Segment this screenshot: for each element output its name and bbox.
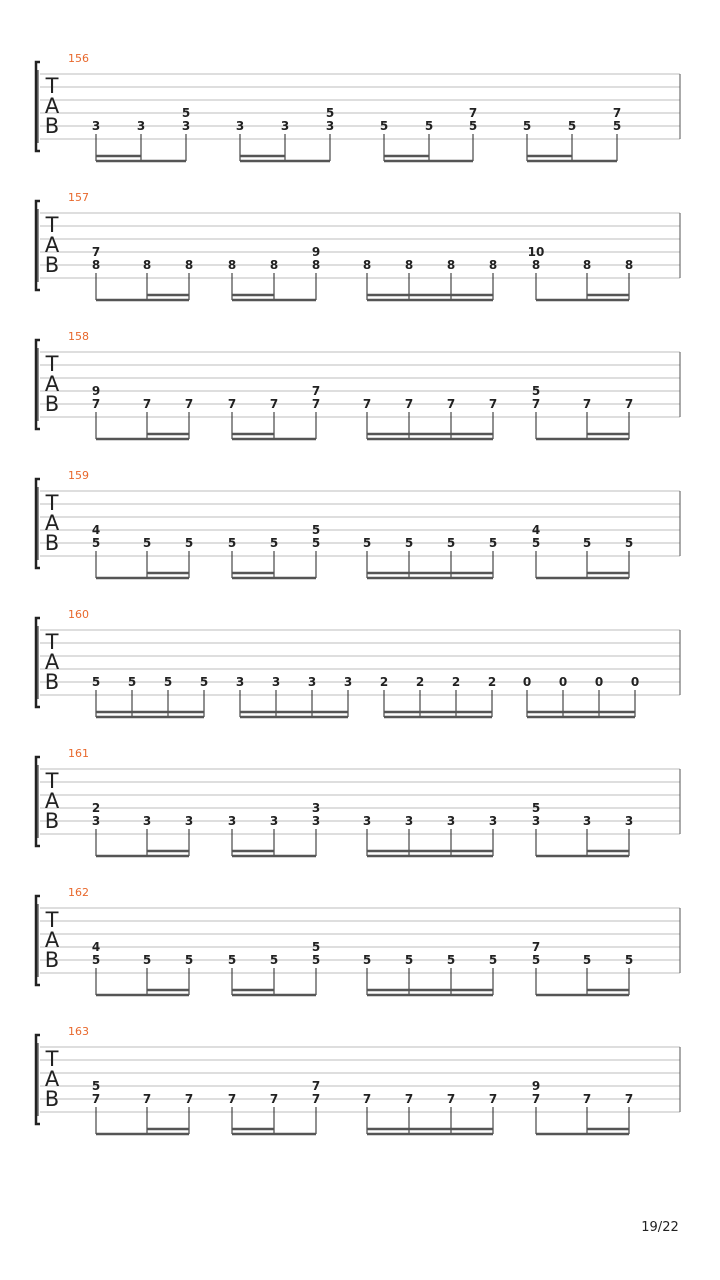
fret-number: 5: [446, 953, 456, 967]
fret-number: 7: [404, 1092, 414, 1106]
fret-number: 0: [558, 675, 568, 689]
fret-number: 8: [142, 258, 152, 272]
fret-number: 5: [531, 384, 541, 398]
fret-number: 5: [325, 106, 335, 120]
fret-number: 2: [415, 675, 425, 689]
fret-number: 7: [227, 1092, 237, 1106]
fret-number: 5: [311, 536, 321, 550]
fret-number: 7: [531, 397, 541, 411]
fret-number: 7: [624, 397, 634, 411]
fret-number: 5: [184, 953, 194, 967]
fret-number: 10: [527, 245, 545, 259]
fret-number: 7: [142, 1092, 152, 1106]
fret-number: 5: [612, 119, 622, 133]
measure-number: 157: [68, 191, 89, 204]
fret-number: 5: [227, 536, 237, 550]
fret-number: 5: [311, 940, 321, 954]
fret-number: 3: [488, 814, 498, 828]
measure-number: 161: [68, 747, 89, 760]
fret-number: 3: [624, 814, 634, 828]
fret-number: 7: [311, 1092, 321, 1106]
fret-number: 7: [404, 397, 414, 411]
fret-number: 5: [488, 536, 498, 550]
tab-clef-letter: T: [45, 908, 59, 932]
staff-system: [36, 52, 680, 161]
fret-number: 8: [311, 258, 321, 272]
fret-number: 5: [624, 536, 634, 550]
fret-number: 2: [91, 801, 101, 815]
fret-number: 3: [325, 119, 335, 133]
fret-number: 9: [531, 1079, 541, 1093]
fret-number: 3: [235, 675, 245, 689]
tab-clef-letter: A: [44, 928, 60, 952]
fret-number: 5: [269, 953, 279, 967]
staff-system: [36, 330, 680, 439]
fret-number: 3: [142, 814, 152, 828]
fret-number: 3: [362, 814, 372, 828]
tab-clef-letter: B: [44, 392, 60, 416]
fret-number: 5: [91, 1079, 101, 1093]
fret-number: 5: [531, 953, 541, 967]
fret-number: 5: [127, 675, 137, 689]
tab-clef-letter: A: [44, 650, 60, 674]
fret-number: 7: [612, 106, 622, 120]
tab-clef-letter: A: [44, 789, 60, 813]
fret-number: 7: [91, 1092, 101, 1106]
fret-number: 3: [280, 119, 290, 133]
fret-number: 5: [362, 536, 372, 550]
tab-clef-letter: B: [44, 948, 60, 972]
fret-number: 7: [91, 397, 101, 411]
fret-number: 0: [594, 675, 604, 689]
page-number: 19/22: [641, 1220, 679, 1235]
fret-number: 5: [624, 953, 634, 967]
fret-number: 7: [582, 397, 592, 411]
tab-clef-letter: T: [45, 491, 59, 515]
fret-number: 5: [362, 953, 372, 967]
fret-number: 5: [446, 536, 456, 550]
tab-clef-letter: T: [45, 630, 59, 654]
fret-number: 7: [582, 1092, 592, 1106]
fret-number: 5: [468, 119, 478, 133]
fret-number: 0: [522, 675, 532, 689]
fret-number: 4: [91, 523, 101, 537]
tab-clef-letter: B: [44, 531, 60, 555]
fret-number: 5: [522, 119, 532, 133]
fret-number: 5: [91, 675, 101, 689]
fret-number: 5: [142, 536, 152, 550]
fret-number: 3: [343, 675, 353, 689]
fret-number: 3: [235, 119, 245, 133]
fret-number: 8: [624, 258, 634, 272]
measure-number: 159: [68, 469, 89, 482]
fret-number: 3: [446, 814, 456, 828]
fret-number: 7: [446, 397, 456, 411]
fret-number: 5: [404, 953, 414, 967]
fret-number: 7: [468, 106, 478, 120]
tab-clef-letter: A: [44, 233, 60, 257]
fret-number: 8: [446, 258, 456, 272]
staff-system: [36, 191, 680, 300]
fret-number: 3: [91, 814, 101, 828]
fret-number: 5: [582, 953, 592, 967]
tab-clef-letter: T: [45, 352, 59, 376]
fret-number: 5: [531, 536, 541, 550]
fret-number: 5: [91, 536, 101, 550]
fret-number: 8: [91, 258, 101, 272]
fret-number: 2: [487, 675, 497, 689]
measure-number: 158: [68, 330, 89, 343]
fret-number: 3: [311, 801, 321, 815]
fret-number: 9: [91, 384, 101, 398]
fret-number: 9: [311, 245, 321, 259]
fret-number: 7: [488, 397, 498, 411]
tab-clef-letter: B: [44, 670, 60, 694]
fret-number: 5: [311, 953, 321, 967]
fret-number: 8: [227, 258, 237, 272]
measure-number: 160: [68, 608, 89, 621]
fret-number: 5: [91, 953, 101, 967]
fret-number: 8: [184, 258, 194, 272]
fret-number: 5: [424, 119, 434, 133]
fret-number: 3: [271, 675, 281, 689]
fret-number: 8: [488, 258, 498, 272]
fret-number: 3: [91, 119, 101, 133]
fret-number: 5: [199, 675, 209, 689]
fret-number: 5: [531, 801, 541, 815]
tab-clef-letter: A: [44, 94, 60, 118]
measure-number: 156: [68, 52, 89, 65]
fret-number: 5: [567, 119, 577, 133]
tab-clef-letter: A: [44, 511, 60, 535]
fret-number: 7: [362, 397, 372, 411]
fret-number: 8: [404, 258, 414, 272]
fret-number: 5: [163, 675, 173, 689]
fret-number: 7: [184, 397, 194, 411]
fret-number: 5: [379, 119, 389, 133]
fret-number: 7: [624, 1092, 634, 1106]
fret-number: 7: [269, 1092, 279, 1106]
fret-number: 5: [184, 536, 194, 550]
fret-number: 7: [362, 1092, 372, 1106]
staff-system: [36, 886, 680, 995]
tab-clef-letter: T: [45, 1047, 59, 1071]
fret-number: 5: [311, 523, 321, 537]
tab-clef-letter: T: [45, 769, 59, 793]
fret-number: 7: [91, 245, 101, 259]
fret-number: 3: [531, 814, 541, 828]
fret-number: 0: [630, 675, 640, 689]
fret-number: 4: [91, 940, 101, 954]
fret-number: 7: [311, 384, 321, 398]
fret-number: 3: [136, 119, 146, 133]
staff-system: [36, 469, 680, 578]
fret-number: 5: [142, 953, 152, 967]
fret-number: 7: [311, 1079, 321, 1093]
measure-number: 162: [68, 886, 89, 899]
fret-number: 2: [379, 675, 389, 689]
fret-number: 5: [582, 536, 592, 550]
fret-number: 7: [488, 1092, 498, 1106]
fret-number: 3: [227, 814, 237, 828]
fret-number: 4: [531, 523, 541, 537]
fret-number: 7: [184, 1092, 194, 1106]
fret-number: 2: [451, 675, 461, 689]
tab-clef-letter: T: [45, 74, 59, 98]
staff-system: [36, 608, 680, 717]
fret-number: 7: [269, 397, 279, 411]
tab-clef-letter: A: [44, 1067, 60, 1091]
tab-clef-letter: A: [44, 372, 60, 396]
fret-number: 5: [227, 953, 237, 967]
fret-number: 8: [531, 258, 541, 272]
measure-number: 163: [68, 1025, 89, 1038]
fret-number: 5: [404, 536, 414, 550]
fret-number: 5: [269, 536, 279, 550]
fret-number: 7: [531, 940, 541, 954]
staff-system: [36, 1025, 680, 1134]
fret-number: 8: [362, 258, 372, 272]
tab-clef-letter: B: [44, 1087, 60, 1111]
fret-number: 3: [311, 814, 321, 828]
fret-number: 7: [531, 1092, 541, 1106]
fret-number: 8: [269, 258, 279, 272]
fret-number: 7: [142, 397, 152, 411]
fret-number: 7: [227, 397, 237, 411]
fret-number: 5: [181, 106, 191, 120]
fret-number: 3: [184, 814, 194, 828]
fret-number: 3: [181, 119, 191, 133]
fret-number: 3: [269, 814, 279, 828]
fret-number: 7: [311, 397, 321, 411]
tab-clef-letter: B: [44, 114, 60, 138]
fret-number: 5: [488, 953, 498, 967]
staff-system: [36, 747, 680, 856]
tab-clef-letter: T: [45, 213, 59, 237]
fret-number: 8: [582, 258, 592, 272]
fret-number: 3: [307, 675, 317, 689]
fret-number: 3: [582, 814, 592, 828]
fret-number: 7: [446, 1092, 456, 1106]
tab-clef-letter: B: [44, 809, 60, 833]
tab-clef-letter: B: [44, 253, 60, 277]
fret-number: 3: [404, 814, 414, 828]
